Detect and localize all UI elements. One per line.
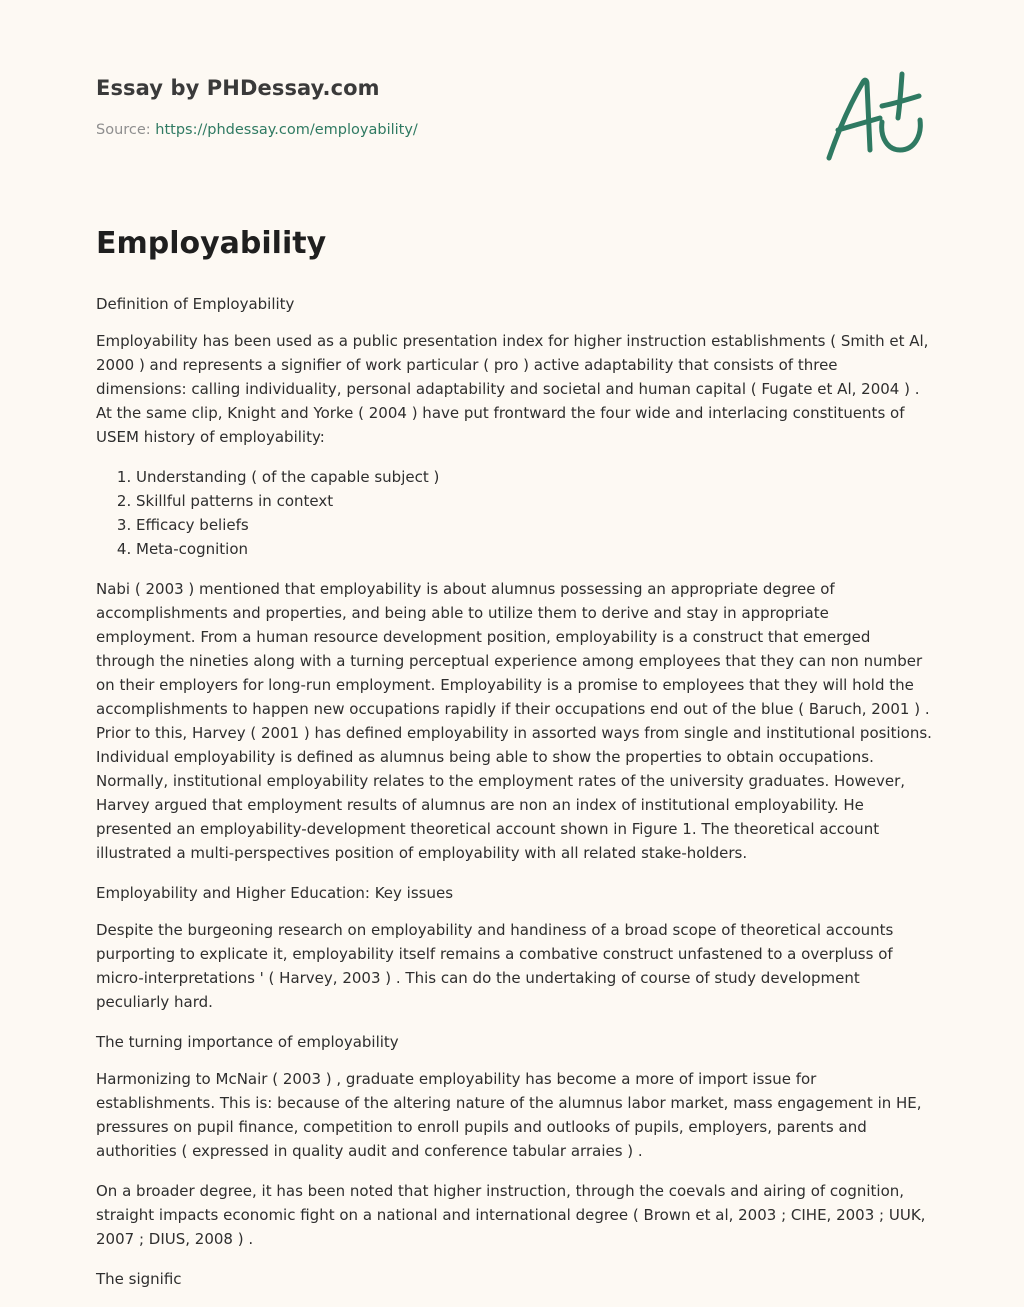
essay-content xyxy=(96,224,932,1307)
paragraph-2: Nabi ( 2003 ) mentioned that employability is about alumnus possessing an appropriate degree of accomplishments and properties, and being able to utilize them to derive and stay in appropriate employment. From a human resource development position, employability is a construct that emerged through the nineties along with a turning perceptual experience among employees that they can non number on their employers for long-run employment. Employability is a promise to employees that they will hold the accomplishments to happen new occupations rapidly if their occupations end out of the blue ( Baruch, 2001 ) . Prior to this, Harvey ( 2001 ) has defined employability in assorted ways from single and institutional positions. Individual employability is defined as alumnus being able to show the properties to obtain occupations. Normally, institutional employability relates to the employment rates of the university graduates. However, Harvey argued that employment results of alumnus are non an index of institutional employability. He presented an employability-development theoretical account shown in Figure 1. The theoretical account illustrated a multi-perspectives position of employability with all related stake-holders. xyxy=(96,580,932,862)
source-line xyxy=(96,122,418,138)
trailing-text: The signific xyxy=(96,1270,182,1288)
paragraph-4: Harmonizing to McNair ( 2003 ) , graduate employability has become a more of import issue for establishments. This is: because of the altering nature of the alumnus labor market, mass engagement in HE, pressures on pupil finance, competition to enroll pupils and outlooks of pupils, employers, parents and authorities ( expressed in quality audit and conference tabular arraies ) . xyxy=(96,1070,922,1160)
section-heading-definition: Definition of Employability xyxy=(96,295,295,313)
usem-list xyxy=(96,465,932,561)
site-title: Essay by PHDessay.com xyxy=(96,76,380,100)
list-item: 1. Understanding ( of the capable subject ) xyxy=(136,465,932,489)
source-link[interactable]: https://phdessay.com/employability/ xyxy=(155,122,418,138)
paragraph-3: Despite the burgeoning research on employability and handiness of a broad scope of theoretical accounts purporting to explicate it, employability itself remains a combative construct unfastened to a overpluss of micro-interpretations ' ( Harvey, 2003 ) . This can do the undertaking of course of study development peculiarly hard. xyxy=(96,921,894,1011)
paragraph-1: Employability has been used as a public presentation index for higher instruction establishments ( Smith et Al, 2000 ) and represents a signifier of work particular ( pro ) active adaptability that consists of three dimensions: calling individuality, personal adaptability and societal and human capital ( Fugate et Al, 2004 ) . At the same clip, Knight and Yorke ( 2004 ) have put frontward the four wide and interlacing constituents of USEM history of employability: xyxy=(96,332,929,446)
paragraph-5: On a broader degree, it has been noted that higher instruction, through the coevals and airing of cognition, straight impacts economic fight on a national and international degree ( Brown et al, 2003 ; CIHE, 2003 ; UUK, 2007 ; DIUS, 2008 ) . xyxy=(96,1182,926,1248)
list-item: 4. Meta-cognition xyxy=(136,537,932,561)
list-item: 2. Skillful patterns in context xyxy=(136,489,932,513)
page-header xyxy=(96,76,418,138)
section-heading-importance: The turning importance of employability xyxy=(96,1033,399,1051)
section-heading-key-issues: Employability and Higher Education: Key issues xyxy=(96,884,454,902)
source-label: Source: xyxy=(96,122,151,138)
a-plus-logo-icon xyxy=(820,66,930,166)
essay-title: Employability xyxy=(96,226,327,261)
list-item: 3. Efficacy beliefs xyxy=(136,513,932,537)
